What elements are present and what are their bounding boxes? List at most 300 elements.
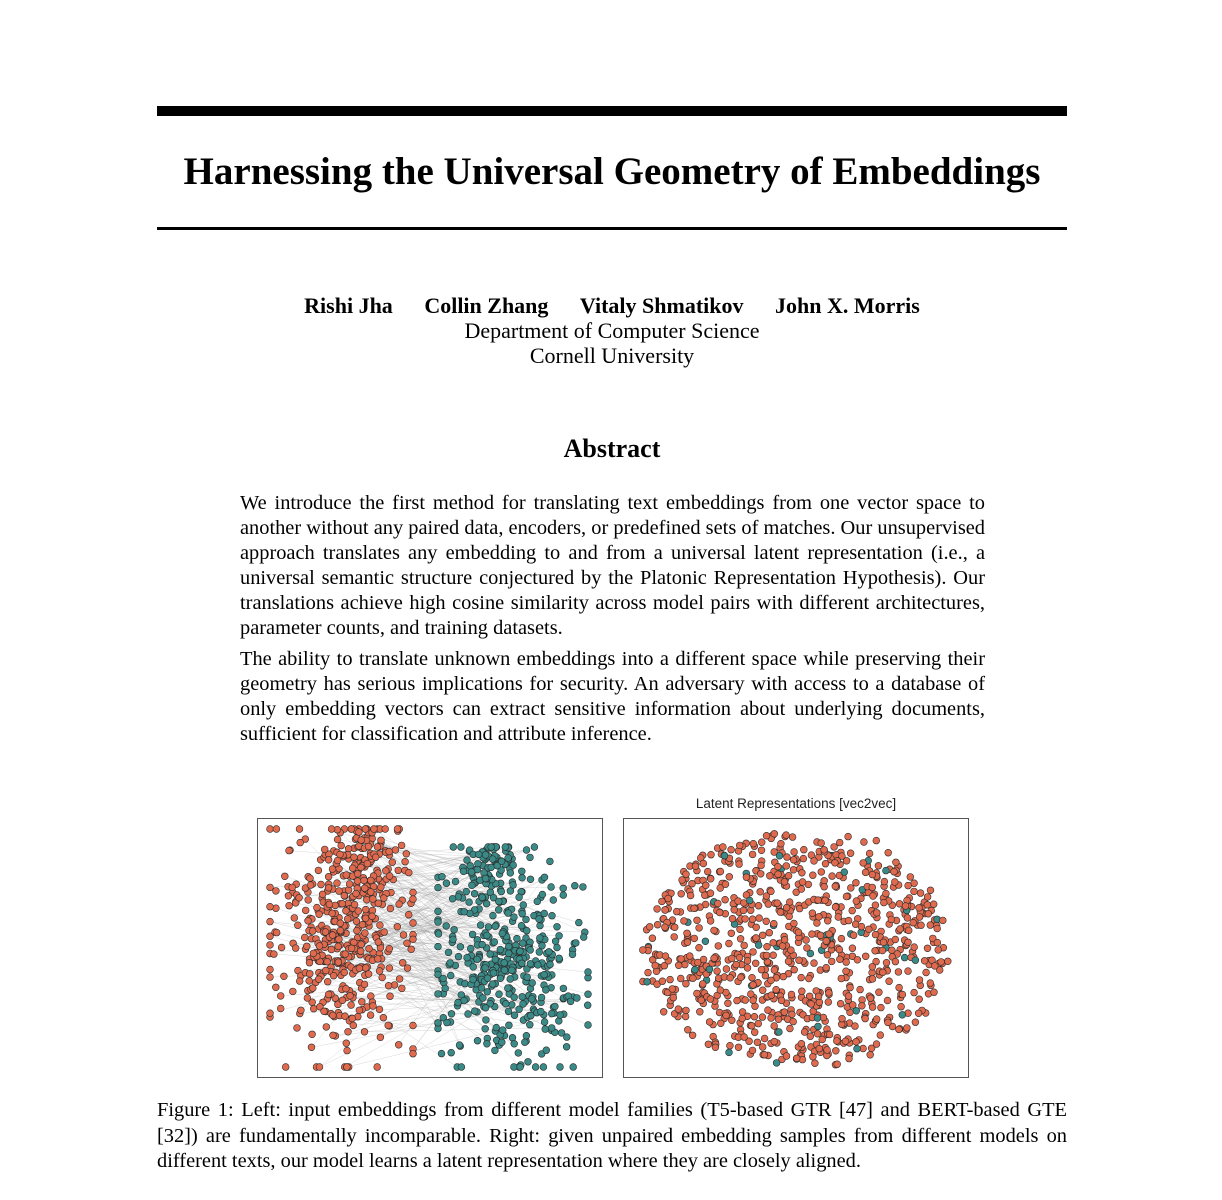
latent-point — [847, 984, 854, 991]
latent-point — [707, 918, 714, 925]
gte-point — [482, 1004, 489, 1011]
gte-point — [484, 988, 491, 995]
latent-point — [916, 996, 923, 1003]
gte-point — [498, 858, 505, 865]
latent-point — [875, 862, 882, 869]
gtr-point — [272, 984, 279, 991]
latent-point — [860, 860, 867, 867]
latent-point — [733, 961, 740, 968]
latent-point — [727, 1042, 734, 1049]
latent-point — [910, 919, 917, 926]
gtr-point — [345, 887, 352, 894]
latent-point — [761, 1035, 768, 1042]
latent-point — [739, 1015, 746, 1022]
gte-point — [505, 1008, 512, 1015]
latent-point — [883, 867, 890, 874]
latent-point — [726, 1049, 733, 1056]
latent-point — [835, 914, 842, 921]
latent-point — [749, 1047, 756, 1054]
latent-point — [912, 1019, 919, 1026]
gtr-point — [399, 959, 406, 966]
latent-point — [667, 976, 674, 983]
gte-point — [540, 1064, 547, 1071]
latent-point — [786, 913, 793, 920]
gte-point — [547, 961, 554, 968]
abstract-paragraph-1: We introduce the first method for translating text embeddings from one vector space to another without any paired data, encoders, or predefined sets of matches. Our unsupervised approach translates any embedding to and from a universal latent representation (i.e., a universal semantic structure conjectured by the Platonic Representation Hypothesis). Our translations achieve high cosine similarity across model pairs with different architectures, parameter counts, and training datasets. — [240, 492, 985, 639]
gte-point — [511, 994, 518, 1001]
latent-point — [692, 966, 699, 973]
latent-point — [654, 906, 661, 913]
gte-point — [484, 975, 491, 982]
latent-point — [831, 844, 838, 851]
gte-point — [531, 844, 538, 851]
latent-point — [766, 929, 773, 936]
gte-point — [515, 1050, 522, 1057]
gte-point — [465, 1011, 472, 1018]
latent-point — [690, 975, 697, 982]
gtr-point — [380, 1014, 387, 1021]
gtr-point — [336, 936, 343, 943]
latent-point — [748, 1022, 755, 1029]
gtr-point — [374, 844, 381, 851]
latent-point — [789, 834, 796, 841]
latent-point — [924, 894, 931, 901]
latent-point — [755, 942, 762, 949]
gtr-point — [351, 854, 358, 861]
latent-point — [822, 897, 829, 904]
latent-point — [691, 935, 698, 942]
latent-point — [818, 840, 825, 847]
latent-point — [873, 909, 880, 916]
latent-point — [925, 910, 932, 917]
gte-point — [548, 884, 555, 891]
latent-point — [716, 909, 723, 916]
gtr-point — [402, 858, 409, 865]
latent-point — [755, 902, 762, 909]
gte-point — [518, 960, 525, 967]
figure-caption: Figure 1: Left: input embeddings from different model families (T5-based GTR [47] and BERT-based GTE [32]) are fundamentally incomparable. Right: given unpaired embedding samples from different models on different texts, our model learns a latent representation where they are closely aligned. — [157, 1099, 1067, 1172]
gtr-point — [286, 902, 293, 909]
latent-point — [742, 997, 749, 1004]
gtr-point — [277, 1005, 284, 1012]
latent-point — [815, 897, 822, 904]
latent-point — [712, 1044, 719, 1051]
gtr-point — [370, 1003, 377, 1010]
gte-point — [527, 960, 534, 967]
gtr-point — [319, 891, 326, 898]
gtr-point — [370, 896, 377, 903]
latent-point — [686, 953, 693, 960]
latent-point — [873, 837, 880, 844]
latent-point — [774, 900, 781, 907]
gtr-point — [410, 896, 417, 903]
latent-point — [783, 832, 790, 839]
gtr-point — [354, 870, 361, 877]
gtr-point — [328, 826, 335, 833]
gte-point — [443, 923, 450, 930]
latent-point — [938, 959, 945, 966]
latent-point — [771, 967, 778, 974]
gte-point — [447, 960, 454, 967]
latent-point — [916, 904, 923, 911]
gtr-point — [296, 826, 303, 833]
latent-point — [880, 899, 887, 906]
gte-point — [499, 1027, 506, 1034]
gtr-point — [296, 894, 303, 901]
gtr-point — [343, 1040, 350, 1047]
latent-point — [717, 868, 724, 875]
gte-point — [449, 895, 456, 902]
gtr-point — [358, 941, 365, 948]
latent-point — [759, 987, 766, 994]
gtr-point — [291, 915, 298, 922]
gtr-point — [267, 918, 274, 925]
latent-point — [706, 966, 713, 973]
gtr-point — [307, 875, 314, 882]
gtr-point — [286, 847, 293, 854]
latent-point — [918, 922, 925, 929]
gtr-point — [318, 881, 325, 888]
latent-point — [689, 880, 696, 887]
gte-point — [550, 897, 557, 904]
latent-point — [781, 878, 788, 885]
latent-point — [768, 977, 775, 984]
gtr-point — [405, 911, 412, 918]
gte-point — [497, 975, 504, 982]
gtr-point — [342, 951, 349, 958]
latent-point — [931, 989, 938, 996]
gte-point — [474, 956, 481, 963]
latent-point — [944, 958, 951, 965]
latent-point — [869, 976, 876, 983]
latent-point — [869, 884, 876, 891]
gte-point — [542, 1026, 549, 1033]
latent-point — [707, 890, 714, 897]
latent-point — [683, 980, 690, 987]
latent-point — [845, 833, 852, 840]
gte-point — [508, 1001, 515, 1008]
gte-point — [585, 969, 592, 976]
latent-point — [749, 974, 756, 981]
latent-point — [870, 893, 877, 900]
gtr-point — [362, 906, 369, 913]
latent-point — [783, 904, 790, 911]
gte-point — [511, 914, 518, 921]
gte-point — [479, 894, 486, 901]
gtr-point — [282, 1064, 289, 1071]
latent-point — [793, 1055, 800, 1062]
gtr-point — [294, 1025, 301, 1032]
latent-point — [779, 943, 786, 950]
latent-point — [776, 1029, 783, 1036]
gte-point — [489, 856, 496, 863]
gtr-point — [367, 877, 374, 884]
gte-point — [563, 1034, 570, 1041]
gtr-point — [343, 907, 350, 914]
gte-point — [475, 851, 482, 858]
gtr-point — [334, 836, 341, 843]
latent-point — [818, 869, 825, 876]
latent-point — [763, 893, 770, 900]
latent-point — [788, 991, 795, 998]
gte-point — [523, 916, 530, 923]
latent-point — [812, 1060, 819, 1067]
gte-point — [518, 868, 525, 875]
gte-point — [455, 953, 462, 960]
latent-point — [798, 988, 805, 995]
gte-point — [452, 878, 459, 885]
gtr-point — [389, 859, 396, 866]
latent-point — [847, 885, 854, 892]
latent-point — [773, 1060, 780, 1067]
latent-point — [757, 888, 764, 895]
gtr-point — [353, 918, 360, 925]
gtr-point — [338, 842, 345, 849]
latent-point — [753, 924, 760, 931]
latent-point — [671, 934, 678, 941]
latent-point — [758, 966, 765, 973]
latent-point — [809, 931, 816, 938]
latent-point — [878, 1004, 885, 1011]
latent-point — [727, 974, 734, 981]
gtr-point — [281, 873, 288, 880]
latent-point — [927, 980, 934, 987]
latent-point — [764, 943, 771, 950]
latent-point — [930, 901, 937, 908]
latent-point — [758, 862, 765, 869]
gte-point — [435, 919, 442, 926]
gte-point — [479, 941, 486, 948]
gtr-point — [335, 959, 342, 966]
latent-point — [816, 1045, 823, 1052]
gtr-point — [398, 842, 405, 849]
gtr-point — [356, 965, 363, 972]
gte-point — [529, 980, 536, 987]
latent-point — [808, 1001, 815, 1008]
gte-point — [483, 1017, 490, 1024]
gtr-point — [310, 1005, 317, 1012]
gte-point — [490, 970, 497, 977]
gtr-point — [367, 889, 374, 896]
latent-point — [689, 1032, 696, 1039]
gtr-point — [376, 1006, 383, 1013]
gte-point — [554, 923, 561, 930]
gte-point — [451, 926, 458, 933]
gte-point — [489, 981, 496, 988]
latent-point — [765, 1007, 772, 1014]
latent-point — [847, 850, 854, 857]
latent-point — [765, 901, 772, 908]
latent-point — [723, 966, 730, 973]
latent-point — [869, 871, 876, 878]
gtr-point — [341, 969, 348, 976]
gtr-point — [289, 884, 296, 891]
gte-point — [536, 916, 543, 923]
latent-point — [770, 920, 777, 927]
gte-point — [457, 943, 464, 950]
gte-point — [448, 1010, 455, 1017]
gte-point — [474, 1037, 481, 1044]
gte-point — [541, 874, 548, 881]
gtr-point — [362, 930, 369, 937]
gtr-point — [281, 973, 288, 980]
gtr-point — [374, 956, 381, 963]
latent-point — [800, 855, 807, 862]
gte-point — [514, 935, 521, 942]
gtr-point — [289, 988, 296, 995]
latent-point — [777, 909, 784, 916]
latent-point — [791, 920, 798, 927]
gtr-point — [377, 1034, 384, 1041]
latent-point — [711, 955, 718, 962]
gte-point — [548, 1010, 555, 1017]
latent-point — [726, 940, 733, 947]
gtr-point — [362, 965, 369, 972]
gte-point — [450, 844, 457, 851]
gte-point — [547, 858, 554, 865]
latent-point — [814, 1015, 821, 1022]
latent-point — [691, 905, 698, 912]
author-name: Rishi Jha — [304, 293, 393, 318]
latent-point — [857, 986, 864, 993]
gtr-point — [366, 945, 373, 952]
gtr-point — [316, 911, 323, 918]
latent-point — [681, 918, 688, 925]
latent-point — [832, 904, 839, 911]
latent-point — [726, 873, 733, 880]
gte-point — [505, 910, 512, 917]
author-list — [157, 292, 1067, 320]
gtr-point — [277, 993, 284, 1000]
latent-point — [837, 956, 844, 963]
latent-point — [675, 962, 682, 969]
gtr-point — [404, 940, 411, 947]
latent-point — [853, 879, 860, 886]
latent-point — [771, 1038, 778, 1045]
gtr-point — [273, 826, 280, 833]
gtr-point — [356, 829, 363, 836]
gte-point — [499, 930, 506, 937]
gte-point — [523, 847, 530, 854]
gte-point — [504, 985, 511, 992]
gte-point — [519, 874, 526, 881]
gte-point — [482, 875, 489, 882]
latent-point — [931, 963, 938, 970]
latent-point — [682, 1013, 689, 1020]
gtr-point — [396, 901, 403, 908]
gtr-point — [307, 882, 314, 889]
gte-point — [539, 942, 546, 949]
latent-point — [852, 921, 859, 928]
latent-point — [700, 860, 707, 867]
gtr-point — [267, 1010, 274, 1017]
gtr-point — [267, 942, 274, 949]
latent-point — [784, 854, 791, 861]
gtr-point — [372, 854, 379, 861]
gte-point — [541, 1019, 548, 1026]
latent-point — [841, 869, 848, 876]
latent-point — [876, 989, 883, 996]
latent-point — [800, 846, 807, 853]
latent-point — [776, 852, 783, 859]
latent-point — [659, 898, 666, 905]
latent-point — [678, 890, 685, 897]
abstract-paragraph-2: The ability to translate unknown embeddings into a different space while preserving their geometry has serious implications for security. An adversary with access to a database of only embedding vectors can extract sensitive information about underlying documents, sufficient for classification and attribute inference. — [240, 648, 985, 745]
latent-point — [899, 1011, 906, 1018]
gte-point — [584, 1002, 591, 1009]
latent-point — [750, 997, 757, 1004]
latent-point — [755, 1020, 762, 1027]
gtr-point — [356, 1007, 363, 1014]
gtr-point — [337, 927, 344, 934]
latent-point — [881, 878, 888, 885]
gte-point — [506, 1022, 513, 1029]
gte-point — [445, 949, 452, 956]
latent-point — [879, 969, 886, 976]
latent-point — [860, 1045, 867, 1052]
latent-point — [905, 939, 912, 946]
gte-point — [448, 1049, 455, 1056]
gte-point — [480, 995, 487, 1002]
gtr-point — [410, 936, 417, 943]
latent-point — [763, 952, 770, 959]
gtr-point — [339, 997, 346, 1004]
latent-point — [790, 1018, 797, 1025]
latent-point — [728, 1017, 735, 1024]
latent-point — [754, 1039, 761, 1046]
gte-point — [491, 939, 498, 946]
latent-point — [791, 966, 798, 973]
latent-point — [809, 910, 816, 917]
gtr-point — [394, 923, 401, 930]
gtr-point — [316, 943, 323, 950]
gtr-point — [394, 826, 401, 833]
gtr-point — [278, 944, 285, 951]
latent-point — [934, 939, 941, 946]
gtr-point — [405, 869, 412, 876]
gtr-point — [348, 945, 355, 952]
gte-point — [492, 956, 499, 963]
latent-point — [759, 1014, 766, 1021]
gte-point — [511, 1064, 518, 1071]
figure-right-title: Latent Representations [vec2vec] — [695, 796, 897, 811]
latent-point — [749, 916, 756, 923]
latent-point — [825, 999, 832, 1006]
latent-point — [736, 861, 743, 868]
gtr-point — [385, 982, 392, 989]
latent-point — [884, 997, 891, 1004]
latent-point — [845, 993, 852, 1000]
gte-point — [484, 1040, 491, 1047]
gte-point — [501, 959, 508, 966]
gtr-point — [385, 1022, 392, 1029]
gte-point — [460, 868, 467, 875]
latent-point — [826, 1031, 833, 1038]
gtr-point — [267, 966, 274, 973]
gte-point — [485, 924, 492, 931]
latent-point — [714, 968, 721, 975]
latent-point — [660, 1008, 667, 1015]
latent-point — [880, 939, 887, 946]
gtr-point — [395, 867, 402, 874]
latent-point — [758, 847, 765, 854]
latent-point — [759, 1044, 766, 1051]
gtr-point — [335, 943, 342, 950]
gte-point — [543, 1047, 550, 1054]
latent-point — [731, 906, 738, 913]
latent-point — [781, 936, 788, 943]
gtr-point — [323, 1024, 330, 1031]
